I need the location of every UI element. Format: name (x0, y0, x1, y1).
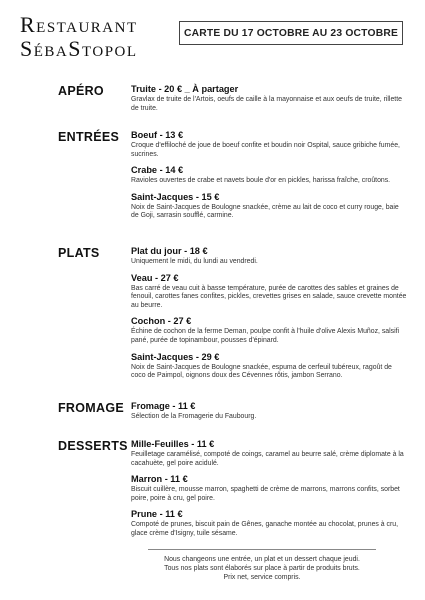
menu-item (131, 130, 407, 159)
items-apero (131, 84, 407, 119)
menu-item-description: Compoté de prunes, biscuit pain de Gênes, ganache montée au chocolat, prunes à cru, glace crème d'Isigny, tuile sésame. (131, 521, 398, 537)
footer-line-3: Prix net, service compris. (223, 573, 301, 581)
section-title-apero: APÉRO (58, 84, 104, 98)
menu-item-title: Mille-Feuilles - 11 € (131, 439, 215, 449)
menu-item (131, 439, 407, 468)
restaurant-logo (20, 14, 138, 60)
items-plats (131, 246, 407, 387)
menu-item-description: Noix de Saint-Jacques de Boulogne snackée, crème au lait de coco et curry rouge, baie de Goji, sarrasin soufflé, carmine. (131, 203, 399, 220)
menu-item (131, 509, 407, 538)
menu-item-description: Ravioles ouvertes de crabe et navets boule d'or en pickles, harissa fraîche, croûtons. (131, 177, 391, 185)
items-desserts (131, 439, 407, 545)
menu-item-description: Croque d'effiloché de joue de boeuf confite et boudin noir Ospital, sauce gribiche fumée, sucrines. (131, 142, 400, 158)
menu-item (131, 192, 407, 221)
menu-item (131, 246, 407, 267)
menu-item-description: Feuilletage caramélisé, compoté de coings, caramel au beurre salé, crème diplomate à la cacahuète, gel poire acidulé. (131, 451, 404, 467)
logo-line-1: Restaurant (20, 12, 138, 37)
menu-item-description: Bas carré de veau cuit à basse température, purée de carottes des sables et graines de fenouil, carottes fanes confites, pickles, crevettes grises en salade, sauce crevette montée au beurre. (131, 284, 407, 309)
menu-item-description: Uniquement le midi, du lundi au vendredi. (131, 258, 258, 265)
footer-line-2: Tous nos plats sont élaborés sur place à partir de produits bruts. (164, 564, 360, 572)
menu-item-description: Noix de Saint-Jacques de Boulogne snackée, espuma de cerfeuil tubéreux, ragoût de coco de Paimpol, oignons doux des Cévennes rôtis, jambon Serrano. (131, 363, 392, 380)
carte-dates: CARTE DU 17 OCTOBRE AU 23 OCTOBRE (179, 21, 403, 45)
menu-item-description: Gravlax de truite de l'Artois, oeufs de caille à la mayonnaise et aux oeufs de truite, rillette de truite. (131, 96, 402, 112)
section-title-entrees: ENTRÉES (58, 130, 120, 144)
menu-item-title: Saint-Jacques - 15 € (131, 191, 220, 202)
menu-item (131, 84, 407, 113)
menu-item (131, 401, 407, 422)
section-title-desserts: DESSERTS (58, 439, 128, 453)
section-title-plats: PLATS (58, 246, 100, 260)
menu-item-title: Marron - 11 € (131, 474, 188, 485)
menu-item-title: Truite - 20 € _ À partager (131, 84, 239, 94)
menu-item-title: Veau - 27 € (131, 272, 179, 283)
menu-item-title: Crabe - 14 € (131, 165, 184, 176)
footer-line-1: Nous changeons une entrée, un plat et un dessert chaque jeudi. (164, 556, 360, 563)
menu-item-title: Cochon - 27 € (131, 316, 192, 327)
menu-item-description: Échine de cochon de la ferme Deman, poulpe confit à l'huile d'olive Alexis Muñoz, salsifi pané, purée de topinambour, pousses d'épinard. (131, 328, 400, 344)
menu-item (131, 165, 407, 186)
menu-item-description: Sélection de la Fromagerie du Faubourg. (131, 413, 257, 420)
menu-item-title: Fromage - 11 € (131, 401, 196, 411)
menu-item (131, 316, 407, 345)
menu-item-description: Biscuit cuillère, mousse marron, spaghetti de crème de marrons, marrons confits, sorbet poire, poire à cru, gel poire. (131, 486, 400, 502)
menu-item (131, 352, 407, 381)
items-fromage (131, 401, 407, 428)
menu-item-title: Prune - 11 € (131, 509, 183, 520)
menu-item-title: Boeuf - 13 € (131, 130, 184, 140)
menu-item (131, 273, 407, 311)
logo-line-2: SébaStopol (20, 36, 138, 61)
menu-item-title: Saint-Jacques - 29 € (131, 351, 220, 362)
items-entrees (131, 130, 407, 227)
menu-item-title: Plat du jour - 18 € (131, 246, 208, 256)
footer-note (148, 549, 376, 582)
menu-item (131, 474, 407, 503)
section-title-fromage: FROMAGE (58, 401, 124, 415)
